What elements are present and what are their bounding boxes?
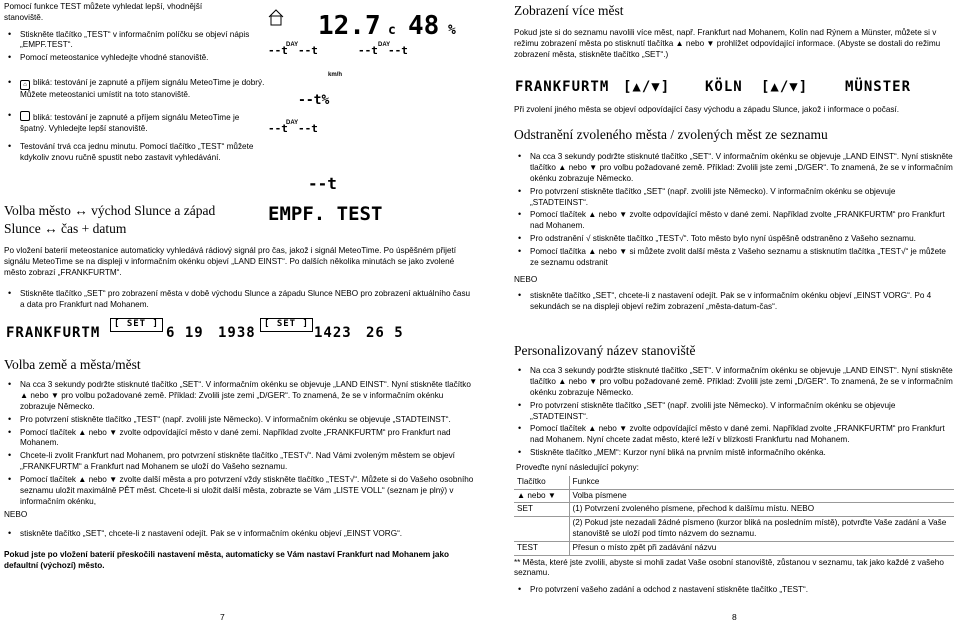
svg-text:--t: --t [298, 122, 318, 135]
svg-text:km/h: km/h [328, 72, 343, 78]
lcd-day-1: DAY [286, 42, 299, 48]
nebo-label: NEBO [4, 510, 28, 520]
lcd-strip-city-time [6, 319, 476, 344]
lcd-display-illustration [268, 4, 478, 224]
list-item: • ⌂ bliká: testování je zapnuté a příjem signálu MeteoTime je dobrý. Můžete meteostanici umístit na toto stanoviště. [4, 78, 266, 101]
intro-block [4, 2, 266, 66]
heading-volba-mesto-2: Slunce ↔ čas + datum [4, 221, 127, 237]
list-item: • Na cca 3 sekundy podržte stisknuté tlačítko „SET“. V informačním okénku se objevuje „LAND EINST“. Nyní stiskněte tlačítko ▲ nebo ▼ pro volbu požadované země. Příklad: Zvolili jste zemi „D/GER“. To znamená, že se v informačním okénku zobrazuje Německo. [4, 380, 474, 412]
para-volba-mesto: Po vložení baterií meteostanice automaticky vyhledává rádiový signál pro čas, jakož i signál MeteoTime. Po úspěšném přijetí signálu MeteoTime se na displeji v informačním okénku objeví „LAND EINST“. Po dalších několika minutách se jako zvolené město zobrazí „FRANKFURTM“. [4, 246, 457, 278]
intro-line-2: stanoviště. [4, 12, 44, 22]
section-zeme [4, 356, 474, 572]
list-item: • Pomocí tlačítek ▲ nebo ▼ zvolte odpovídající město v dané zemi. Například zvolte „FRANKFURTM“ pro Frankfurt nad Mohanem. Nyní chcete zadat město, které leží v blízkosti Frankfurtu nad Mohanem. [514, 424, 954, 446]
list-item: • Pro odstranění √ stiskněte tlačítko „TEST√“. Toto město bylo nyní úspěšně odstraněno z Vašeho seznamu. [514, 234, 954, 245]
lcd-dashes-pct: --t% [298, 93, 330, 108]
command-table [514, 476, 954, 556]
svg-text:--t: --t [268, 122, 288, 135]
lcd-day-2: DAY [378, 42, 391, 48]
section-vice-mest [514, 2, 954, 61]
list-item: • Pomocí tlačítek ▲ nebo ▼ zvolte odpovídající město v dané zemi. Například zvolte „FRANKFURTM“ pro Frankfurt nad Mohanem. [514, 210, 954, 232]
final-note: Pokud jste po vložení baterií přeskočili nastavení města, automaticky se Vám nastaví Frankfurt nad Mohanem jako defaultní (výchozí) město. [4, 549, 449, 570]
list-item: • Pomocí meteostanice vyhledejte vhodné stanoviště. [4, 53, 266, 64]
page-number-left: 7 [220, 612, 225, 622]
bullets-top [4, 30, 266, 64]
svg-text:--t: --t [298, 44, 318, 57]
lcd-set-1: [ SET ] [110, 318, 163, 332]
list-item: • Pomocí tlačítek ▲ nebo ▼ zvolte další města a pro potvrzení vždy stiskněte tlačítko „TEST√“. Můžete si do Vašeho osobního seznamu uložit maximálně PĚT měst. Chcete-li si uložit další města, zobrazte se Vám „LISTE VOLL“ (seznam je plný) v informačním okénku, [4, 475, 474, 507]
intro-line-1: Pomocí funkce TEST můžete vyhledat lepší, vhodnější [4, 2, 203, 11]
lcd-city-frankfurt: FRANKFURTM [515, 79, 610, 95]
list-item: • Stiskněte tlačítko „MEM“: Kurzor nyní bliká na prvním místě informačního okénka. [514, 448, 954, 459]
lcd-frankfurt: FRANKFURTM [6, 325, 101, 341]
list-item: • Pro potvrzení stiskněte tlačítko „TEST“ (např. zvolili jste Německo). V informačním okénku se objevuje „STADTEINST“. [4, 415, 474, 426]
table-row: SET (1) Potvrzení zvoleného písmene, přechod k dalšímu místu. NEBO [514, 503, 954, 517]
list-item: • Pomocí tlačítek ▲ nebo ▼ zvolte odpovídající město v dané zemi. Například zvolte „FRANKFURTM“ pro Frankfurt nad Mohanem. [4, 428, 474, 450]
lcd-arrows-2: [▲/▼] [761, 79, 809, 95]
list-item: • Stiskněte tlačítko „SET“ pro zobrazení města v době východu Slunce a západu Slunce NEBO pro zobrazení aktuálního času a data pro Frankfurt nad Mohanem. [4, 289, 474, 311]
heading-personal: Personalizovaný název stanoviště [514, 343, 696, 358]
list-item: • Na cca 3 sekundy podržte stisknuté tlačítko „SET“. V informačním okénku se objevuje „LAND EINST“. Nyní stiskněte tlačítko ▲ nebo ▼ pro volbu požadované země. Příklad: Zvolili jste zemi „D/GER“. To znamená, že se v informačním okénku zobrazuje Německo. [514, 152, 954, 184]
lcd-temp: 12.7 [318, 11, 381, 41]
svg-text:--t: --t [388, 44, 408, 57]
page-number-right: 8 [732, 612, 737, 622]
lcd-temp-unit: c [388, 23, 396, 38]
svg-text:--t: --t [358, 44, 378, 57]
after-lcd-note: Při zvolení jiného města se objeví odpovídající časy východu a západu Slunce, jakož i informace o počasí. [514, 105, 900, 114]
list-item: • Chcete-li zvolit Frankfurt nad Mohanem, pro potvrzení stiskněte tlačítko „TEST√“. Nad Vámi zvoleným městem se objeví „FRANKFURTM“ a Frankfurt nad Mohanem se uloží do Vašeho seznamu. [4, 451, 474, 473]
list-item: • Pomocí tlačítka ▲ nebo ▼ si můžete zvolit další města z Vašeho seznamu a stisknutím tlačítka „TEST√“ je můžete ze seznamu odstranit [514, 247, 954, 269]
lcd-city-koln: KÖLN [705, 79, 743, 95]
lcd-time: 1423 [314, 325, 352, 341]
list-item: • bliká: testování je zapnuté a příjem signálu MeteoTime je špatný. Vyhledejte lepší stanoviště. [4, 111, 266, 135]
heading-volba-mesto-1: Volba město ↔ východ Slunce a západ [4, 203, 216, 218]
icon-bullets [4, 78, 266, 166]
lcd-arrows-1: [▲/▼] [623, 79, 671, 95]
table-row: Tlačítko Funkce [514, 476, 954, 489]
list-item: • Testování trvá cca jednu minutu. Pomocí tlačítko „TEST“ můžete kdykoliv znovu ručně spustit nebo zastavit vyhledávání. [4, 142, 266, 164]
table-row: ▲ nebo ▼ Volba písmene [514, 489, 954, 503]
svg-text:--t: --t [268, 44, 288, 57]
section-volba-mesto [4, 202, 474, 313]
table-intro: Proveďte nyní následující pokyny: [516, 462, 639, 472]
section-odstraneni [514, 126, 954, 315]
lcd-date: 26 5 [366, 325, 404, 341]
list-item: • Stiskněte tlačítko „TEST“ v informačním políčku se objeví nápis „EMPF.TEST“. [4, 30, 266, 52]
lcd-sunrise: 6 19 [166, 325, 204, 341]
list-item: • Na cca 3 sekundy podržte stisknuté tlačítko „SET“. V informačním okénku se objevuje „LAND EINST“. Nyní stiskněte tlačítko ▲ nebo ▼ pro volbu požadované země. Příklad: Zvolili jste zemi „D/GER“. To znamená, že se v informačním okénku zobrazuje Německo. [514, 366, 954, 398]
list-item: • Pro potvrzení stiskněte tlačítko „SET“ (např. zvolili jste Německo). V informačním okénku se objevuje „STADTEINST“. [514, 187, 954, 209]
footnote: ** Města, které jste zvolili, abyste si mohli zadat Vaše osobní stanoviště, zůstanou v seznamu, tak jako každé z vašeho seznamu. [514, 557, 944, 578]
table-row: (2) Pokud jste nezadali žádné písmeno (kurzor bliká na posledním místě), potvrďte Vaše zadání a Vaše stanoviště se uloží pod tímto názvem do seznamu. [514, 517, 954, 542]
para-vice-mest: Pokud jste si do seznamu navolili více měst, např. Frankfurt nad Mohanem, Kolín nad Rýnem a Münster, můžete si v režimu zobrazení města po stisknutí tlačítka ▲ nebo ▼ prohlížet odpovídající informace. (Abyste se dostali do režimu zobrazení města, stiskněte tlačítko „SET“.) [514, 28, 941, 59]
heading-odstraneni: Odstranění zvoleného města / zvolených měst ze seznamu [514, 127, 828, 142]
list-item: • Pro potvrzení vašeho zadání a odchod z nastavení stiskněte tlačítko „TEST“. [514, 585, 954, 596]
lcd-humidity-unit: % [448, 23, 456, 38]
signal-bad-icon [20, 111, 30, 121]
lcd-set-2: [ SET ] [260, 318, 313, 332]
heading-zeme: Volba země a města/měst [4, 357, 141, 372]
house-icon [269, 10, 283, 25]
lcd-day-3: DAY [286, 120, 299, 126]
signal-good-icon: ⌂ [20, 80, 30, 90]
lcd-empf-test: EMPF. TEST [268, 203, 383, 224]
lcd-dashes-t: --t [308, 174, 337, 193]
lcd-city-munster: MÜNSTER [845, 79, 912, 95]
list-item: • stiskněte tlačítko „SET“, chcete-li z nastavení odejít. Pak se v informačním okénku objeví „EINST VORG“. Po 4 sekundách se na displeji objeví režim zobrazení „města-datum-čas“. [514, 291, 954, 313]
heading-vice-mest: Zobrazení více měst [514, 3, 624, 18]
lcd-sunset: 1938 [218, 325, 256, 341]
section-personal [514, 342, 954, 598]
list-item: • stiskněte tlačítko „SET“, chcete-li z nastavení odejít. Pak se v informačním okénku objeví „EINST VORG“. [4, 529, 474, 540]
nebo-label-right: NEBO [514, 274, 538, 284]
list-item: • Pro potvrzení stiskněte tlačítko „SET“ (např. zvolili jste Německo). V informačním okénku se objevuje „STADTEINST“. [514, 401, 954, 423]
table-row: TEST Přesun o místo zpět při zadávání názvu [514, 541, 954, 555]
lcd-humidity: 48 [408, 11, 440, 41]
